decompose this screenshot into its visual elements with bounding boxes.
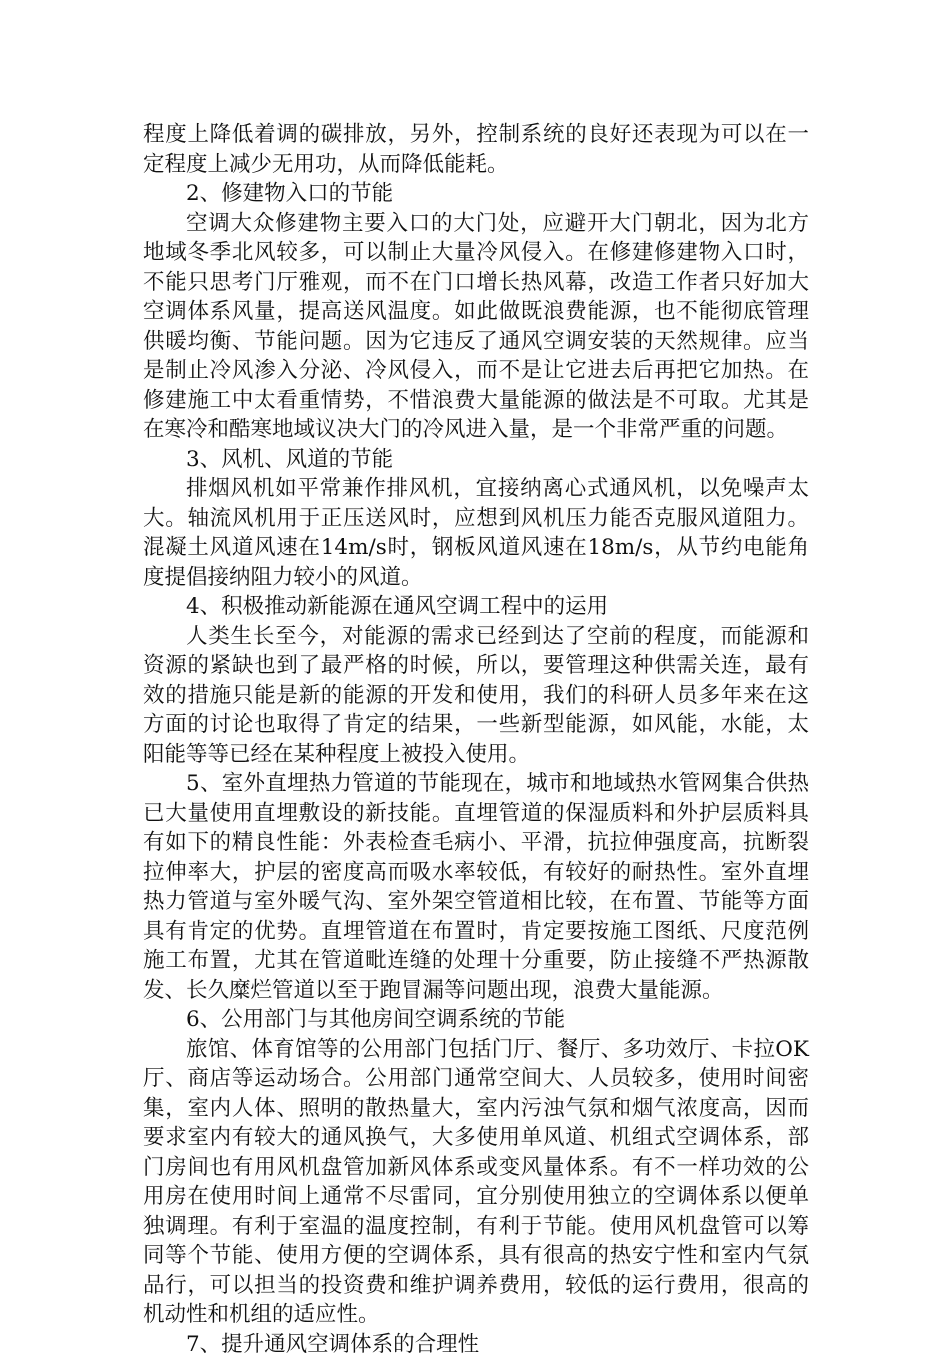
document-body bbox=[143, 120, 809, 1359]
section-heading-7: 7、提升通风空调体系的合理性 bbox=[143, 1330, 809, 1359]
paragraph-building-entrance: 空调大众修建物主要入口的大门处，应避开大门朝北，因为北方地域冬季北风较多，可以制止大量冷风侵入。在修建修建物入口时，不能只思考门厅雅观，而不在门口增长热风幕，改造工作者只好加大空调体系风量，提高送风温度。如此做既浪费能源，也不能彻底管理供暖均衡、节能问题。因为它违反了通风空调安装的天然规律。应当是制止冷风渗入分泌、冷风侵入，而不是让它进去后再把它加热。在修建施工中太看重情势，不惜浪费大量能源的做法是不可取。尤其是在寒冷和酷寒地域议决大门的冷风进入量，是一个非常严重的问题。 bbox=[143, 209, 809, 445]
section-heading-6: 6、公用部门与其他房间空调系统的节能 bbox=[143, 1005, 809, 1035]
section-heading-4: 4、积极推动新能源在通风空调工程中的运用 bbox=[143, 592, 809, 622]
paragraph-buried-pipes: 5、室外直埋热力管道的节能现在，城市和地域热水管网集合供热已大量使用直埋敷设的新技能。直埋管道的保湿质料和外护层质料具有如下的精良性能：外表检查毛病小、平滑，抗拉伸强度高，抗断裂拉伸率大，护层的密度高而吸水率较低，有较好的耐热性。室外直埋热力管道与室外暖气沟、室外架空管道相比较，在布置、节能等方面具有肯定的优势。直埋管道在布置时，肯定要按施工图纸、尺度范例施工布置，尤其在管道毗连缝的处理十分重要，防止接缝不严热源散发、长久糜烂管道以至于跑冒漏等问题出现，浪费大量能源。 bbox=[143, 769, 809, 1005]
section-heading-2: 2、修建物入口的节能 bbox=[143, 179, 809, 209]
paragraph-new-energy: 人类生长至今，对能源的需求已经到达了空前的程度，而能源和资源的紧缺也到了最严格的时候，所以，要管理这种供需关连，最有效的措施只能是新的能源的开发和使用，我们的科研人员多年来在这方面的讨论也取得了肯定的结果，一些新型能源，如风能，水能，太阳能等等已经在某种程度上被投入使用。 bbox=[143, 622, 809, 770]
paragraph-fans-ducts: 排烟风机如平常兼作排风机，宜接纳离心式通风机，以免噪声太大。轴流风机用于正压送风时，应想到风机压力能否克服风道阻力。混凝土风道风速在14m/s时，钢板风道风速在18m/s，从节约电能角度提倡接纳阻力较小的风道。 bbox=[143, 474, 809, 592]
paragraph-continuation: 程度上降低着调的碳排放，另外，控制系统的良好还表现为可以在一定程度上减少无用功，从而降低能耗。 bbox=[143, 120, 809, 179]
section-heading-3: 3、风机、风道的节能 bbox=[143, 445, 809, 475]
paragraph-public-areas: 旅馆、体育馆等的公用部门包括门厅、餐厅、多功效厅、卡拉OK厅、商店等运动场合。公用部门通常空间大、人员较多，使用时间密集，室内人体、照明的散热量大，室内污浊气氛和烟气浓度高，因而要求室内有较大的通风换气，大多使用单风道、机组式空调体系，部门房间也有用风机盘管加新风体系或变风量体系。有不一样功效的公用房在使用时间上通常不尽雷同，宜分别使用独立的空调体系以便单独调理。有利于室温的温度控制，有利于节能。使用风机盘管可以筹同等个节能、使用方便的空调体系，具有很高的热安宁性和室内气氛品行，可以担当的投资费和维护调养费用，较低的运行费用，很高的机动性和机组的适应性。 bbox=[143, 1035, 809, 1330]
